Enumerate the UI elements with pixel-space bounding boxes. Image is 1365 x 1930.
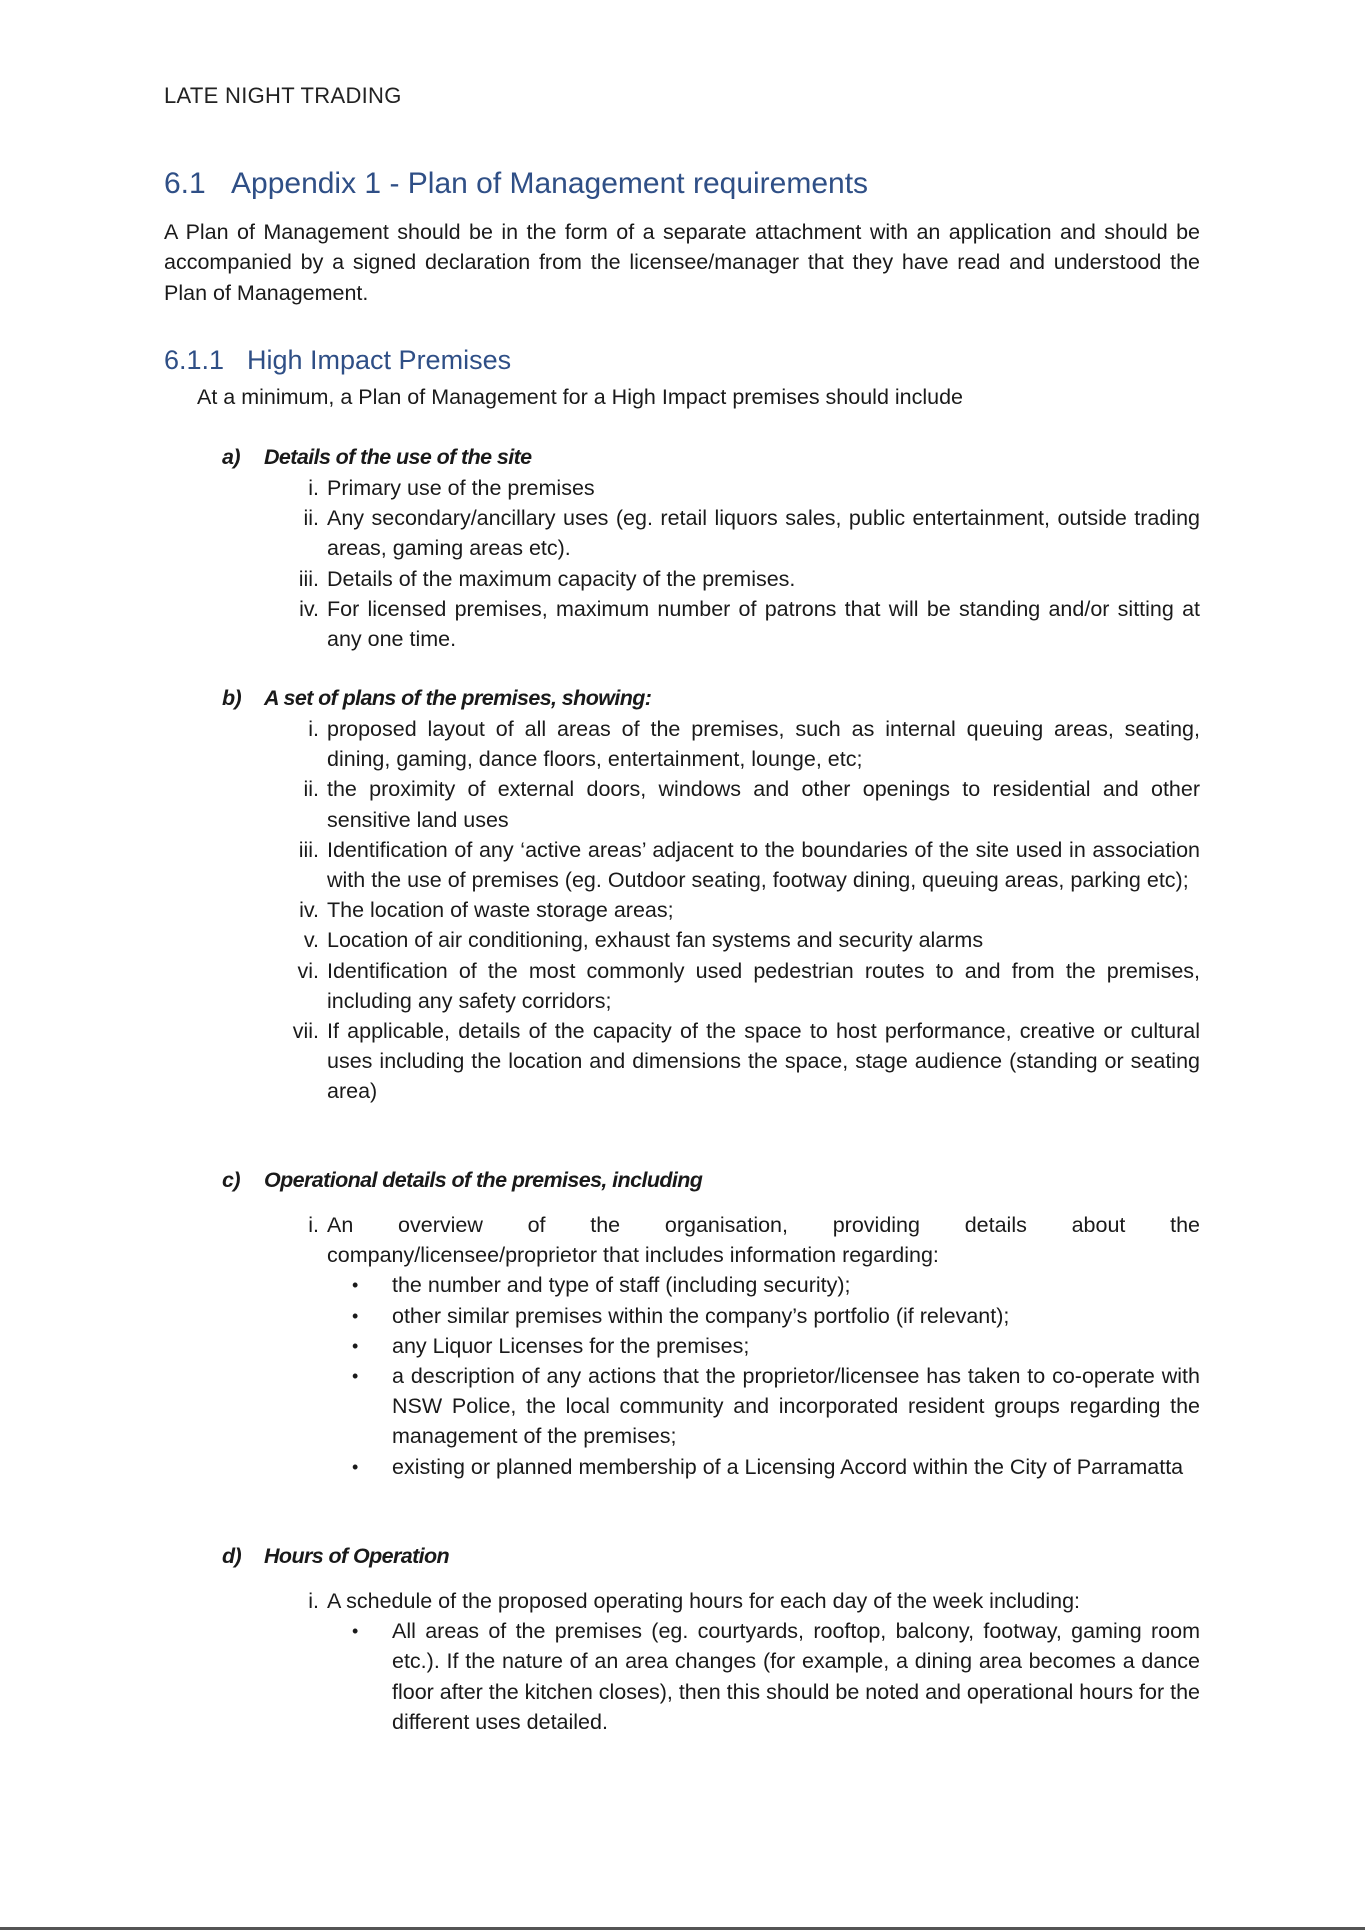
bullet-item <box>352 1331 1200 1361</box>
section-a-list <box>298 473 1200 654</box>
list-item <box>292 1016 1200 1107</box>
item-text: A schedule of the proposed operating hours for each day of the week including: <box>327 1589 1081 1613</box>
heading-high-impact <box>164 345 511 376</box>
bullet-text: any Liquor Licenses for the premises; <box>392 1333 750 1358</box>
item-number: iv. <box>299 596 319 621</box>
section-b-title <box>222 686 651 711</box>
bullet-icon: • <box>352 1275 359 1296</box>
item-text: The location of waste storage areas; <box>327 898 674 923</box>
item-text: Location of air conditioning, exhaust fan systems and security alarms <box>327 928 984 953</box>
item-number: vii. <box>292 1019 319 1044</box>
list-item <box>308 473 1200 503</box>
item-text: Identification of the most commonly used pedestrian routes to and from the premises, including any safety corridors; <box>327 958 1200 1013</box>
bullet-icon: • <box>352 1305 359 1326</box>
bullet-item <box>352 1361 1200 1452</box>
item-number: ii. <box>303 506 319 531</box>
bullet-icon: • <box>352 1621 359 1642</box>
bullet-list <box>327 1616 1200 1737</box>
bullet-icon: • <box>352 1456 359 1477</box>
item-number: iv. <box>299 898 319 923</box>
list-item <box>298 564 1200 594</box>
bullet-text: the number and type of staff (including security); <box>392 1273 851 1298</box>
bullet-item <box>352 1616 1200 1737</box>
section-label: b) <box>222 686 242 710</box>
section-title-text: Operational details of the premises, including <box>264 1168 703 1192</box>
section-c-title <box>222 1168 702 1193</box>
section-title-text: Details of the use of the site <box>264 445 532 469</box>
bullet-item <box>352 1270 1200 1300</box>
bullet-icon: • <box>352 1366 359 1387</box>
list-item <box>303 925 1200 955</box>
section-label: d) <box>222 1544 242 1568</box>
list-item <box>308 1586 1200 1737</box>
section-d-list <box>308 1586 1200 1737</box>
item-number: i. <box>308 1213 319 1237</box>
section-a-title <box>222 445 532 470</box>
item-number: vi. <box>297 958 319 983</box>
item-number: i. <box>308 476 319 500</box>
bullet-item <box>352 1452 1200 1482</box>
section-b-list <box>292 714 1200 1107</box>
item-number: v. <box>303 928 319 953</box>
section-label: a) <box>222 445 240 469</box>
item-number: iii. <box>298 566 319 591</box>
item-text: Any secondary/ancillary uses (eg. retail liquors sales, public entertainment, outside trading areas, gaming areas etc). <box>327 506 1200 561</box>
item-text: For licensed premises, maximum number of patrons that will be standing and/or sitting at any one time. <box>327 596 1200 652</box>
item-text: If applicable, details of the capacity of the space to host performance, creative or cultural uses including the location and dimensions the space, stage audience (standing or seating area) <box>327 1019 1200 1104</box>
intro-paragraph: A Plan of Management should be in the form of a separate attachment with an application and should be accompanied by a signed declaration from the licensee/manager that they have read and understood the Plan of Management. <box>164 220 1200 305</box>
list-item <box>299 594 1200 654</box>
list-item <box>308 714 1200 774</box>
list-item <box>303 503 1200 563</box>
section-c-list <box>308 1210 1200 1482</box>
list-item <box>297 956 1200 1016</box>
bullet-text: existing or planned membership of a Licensing Accord within the City of Parramatta <box>392 1454 1184 1479</box>
section-title-text: Hours of Operation <box>264 1544 450 1568</box>
item-text-line: company/licensee/proprietor that includes information regarding: <box>327 1243 939 1268</box>
page-header: LATE NIGHT TRADING <box>164 83 402 108</box>
item-text-line: An overview of the organisation, providing details about the <box>327 1213 1200 1237</box>
heading-number: 6.1 <box>164 167 206 200</box>
bullet-text: other similar premises within the company’s portfolio (if relevant); <box>392 1303 1010 1328</box>
bullet-item <box>352 1301 1200 1331</box>
item-text: Primary use of the premises <box>327 476 595 500</box>
section-label: c) <box>222 1168 240 1192</box>
item-number: iii. <box>298 837 319 862</box>
item-text: Details of the maximum capacity of the premises. <box>327 566 796 591</box>
item-text: Identification of any ‘active areas’ adjacent to the boundaries of the site used in association with the use of premises (eg. Outdoor seating, footway dining, queuing areas, parking etc); <box>327 837 1200 893</box>
list-item <box>303 774 1200 834</box>
item-number: i. <box>308 717 319 741</box>
item-number: ii. <box>303 777 319 802</box>
item-text: proposed layout of all areas of the premises, such as internal queuing areas, seating, dining, gaming, dance floors, entertainment, lounge, etc; <box>327 717 1200 772</box>
list-item <box>298 835 1200 895</box>
list-item <box>299 895 1200 925</box>
bullet-list <box>327 1270 1200 1481</box>
heading-text: Appendix 1 - Plan of Management requirements <box>231 167 869 200</box>
item-number: i. <box>308 1589 319 1613</box>
heading-appendix <box>164 167 868 201</box>
bullet-text: All areas of the premises (eg. courtyards, rooftop, balcony, footway, gaming room etc.). If the nature of an area changes (for example, a dining area becomes a dance floor after the kitchen closes), then this should be noted and operational hours for the different uses detailed. <box>392 1619 1200 1734</box>
bullet-icon: • <box>352 1335 359 1356</box>
section-title-text: A set of plans of the premises, showing: <box>264 686 652 710</box>
lead-paragraph: At a minimum, a Plan of Management for a High Impact premises should include <box>197 385 964 409</box>
subheading-text: High Impact Premises <box>247 345 512 375</box>
subheading-number: 6.1.1 <box>164 345 225 375</box>
item-text: the proximity of external doors, windows and other openings to residential and other sensitive land uses <box>327 777 1200 832</box>
section-d-title <box>222 1544 449 1569</box>
bullet-text: a description of any actions that the proprietor/licensee has taken to co-operate with NSW Police, the local community and incorporated resident groups regarding the management of the premises; <box>392 1364 1200 1449</box>
list-item <box>308 1210 1200 1482</box>
